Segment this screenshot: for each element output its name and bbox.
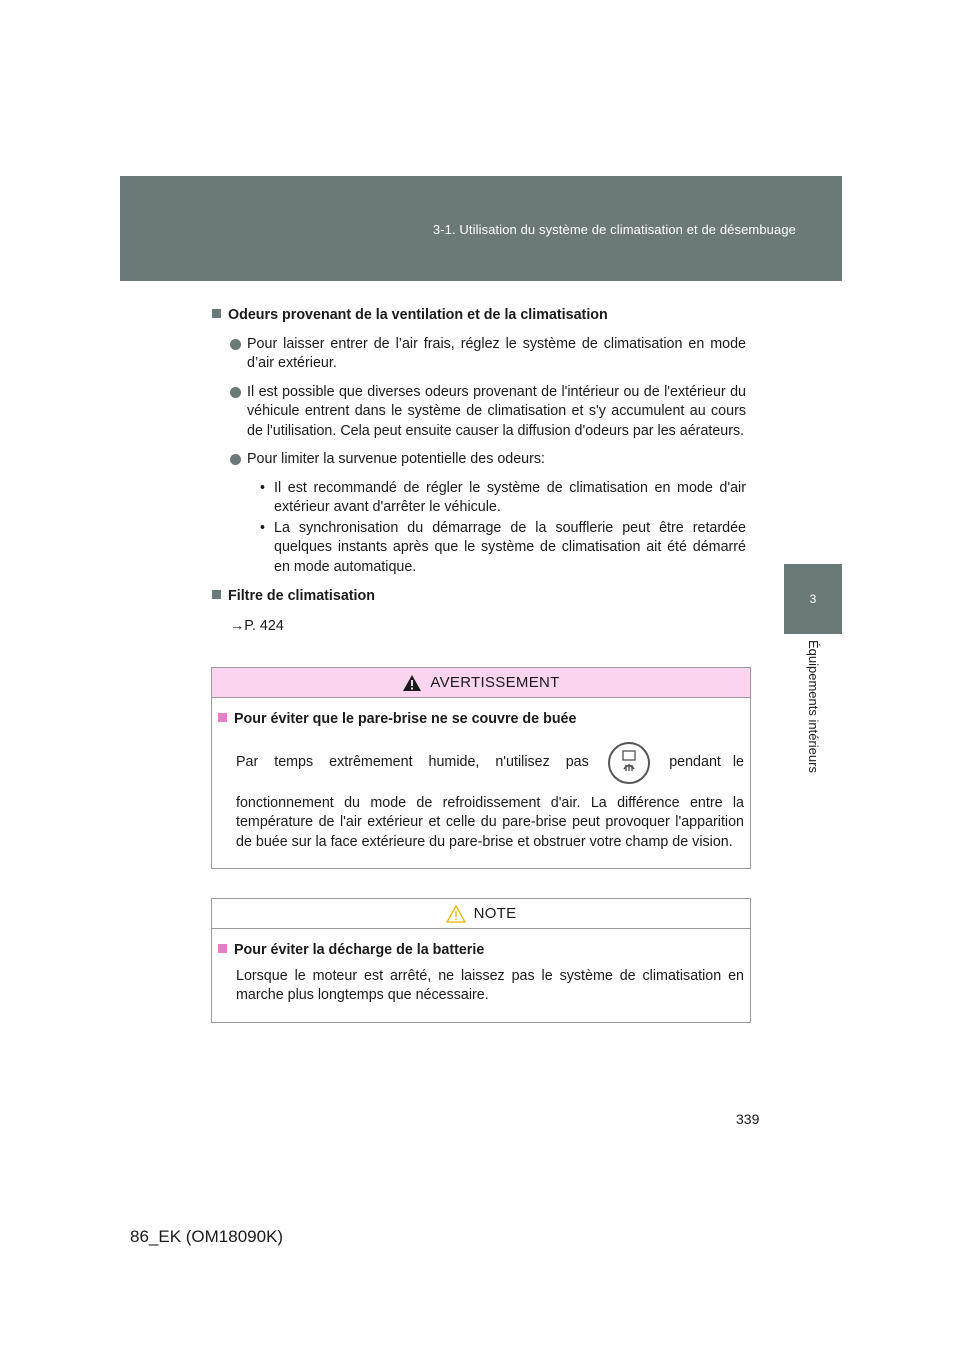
list-item-text: Pour limiter la survenue potentielle des odeurs: bbox=[247, 451, 546, 467]
note-title-text: Pour éviter la décharge de la batterie bbox=[234, 942, 485, 958]
warning-body bbox=[212, 698, 750, 868]
square-bullet-icon bbox=[218, 713, 227, 722]
list-item bbox=[230, 450, 746, 470]
square-bullet-icon bbox=[212, 309, 221, 318]
warning-title bbox=[218, 710, 744, 730]
caution-triangle-icon bbox=[446, 905, 466, 923]
list-item-text: Il est possible que diverses odeurs provenant de l'intérieur ou de l'extérieur du véhicule entrent dans le système de climatisation et s'y accumulent au cours de l'utilisation. Cela peut ensuite causer la diffusion d'odeurs par les aérateurs. bbox=[247, 383, 746, 439]
warning-inline-row bbox=[236, 740, 744, 786]
section-title-odeurs bbox=[212, 306, 746, 326]
windshield-defrost-icon bbox=[608, 742, 650, 784]
note-header bbox=[212, 899, 750, 929]
warning-text-after: pendant le bbox=[669, 753, 744, 770]
note-box bbox=[211, 898, 751, 1023]
sub-list bbox=[260, 479, 746, 578]
header-band bbox=[120, 176, 842, 281]
square-bullet-icon bbox=[212, 590, 221, 599]
note-header-text: NOTE bbox=[473, 905, 517, 922]
document-code: 86_EK (OM18090K) bbox=[130, 1227, 284, 1246]
warning-header bbox=[212, 668, 750, 698]
section-title-text: Filtre de climatisation bbox=[228, 588, 375, 604]
warning-header-text: AVERTISSEMENT bbox=[430, 674, 560, 691]
chapter-side-label-container bbox=[784, 640, 842, 840]
list-item bbox=[230, 383, 746, 442]
note-body bbox=[212, 929, 750, 1022]
warning-title-text: Pour éviter que le pare-brise ne se couvre de buée bbox=[234, 711, 577, 727]
sub-list-item bbox=[260, 519, 746, 578]
note-title bbox=[218, 941, 744, 961]
chapter-tab-number: 3 bbox=[784, 564, 842, 634]
warning-box bbox=[211, 667, 751, 869]
chapter-side-label: Équipements intérieurs bbox=[806, 640, 821, 773]
list-item bbox=[230, 335, 746, 374]
main-content bbox=[212, 306, 746, 636]
sub-list-item bbox=[260, 479, 746, 518]
dot-marker: • bbox=[260, 519, 266, 536]
square-bullet-icon bbox=[218, 944, 227, 953]
page-number: 339 bbox=[736, 1111, 760, 1127]
list-item-text: Pour laisser entrer de l’air frais, réglez le système de climatisation en mode d’air extérieur. bbox=[247, 335, 746, 371]
circle-bullet-icon bbox=[230, 387, 241, 398]
chapter-title: 3-1. Utilisation du système de climatisation et de désembuage bbox=[432, 222, 796, 237]
section-title-filtre bbox=[212, 587, 746, 607]
warning-triangle-icon bbox=[402, 674, 422, 692]
page-reference-link[interactable]: →P. 424 bbox=[230, 617, 284, 634]
circle-bullet-icon bbox=[230, 454, 241, 465]
note-text: Lorsque le moteur est arrêté, ne laissez pas le système de climatisation en marche plus longtemps que nécessaire. bbox=[236, 967, 744, 1003]
sub-list-item-text: Il est recommandé de régler le système de climatisation en mode d'air extérieur avant d'arrêter le véhicule. bbox=[274, 479, 746, 515]
warning-text-rest: fonctionnement du mode de refroidissement d'air. La différence entre la température de l'air extérieur et celle du pare-brise peut provoquer l'apparition de buée sur la face extérieure du pare-brise et obstruer votre champ de vision. bbox=[236, 794, 744, 850]
circle-bullet-icon bbox=[230, 339, 241, 350]
warning-text-before: Par temps extrêmement humide, n'utilisez pas bbox=[236, 753, 589, 770]
sub-list-item-text: La synchronisation du démarrage de la soufflerie peut être retardée quelques instants après que le système de climatisation ait été démarré en mode automatique. bbox=[274, 519, 746, 575]
dot-marker: • bbox=[260, 479, 266, 496]
section-title-text: Odeurs provenant de la ventilation et de la climatisation bbox=[228, 307, 608, 323]
